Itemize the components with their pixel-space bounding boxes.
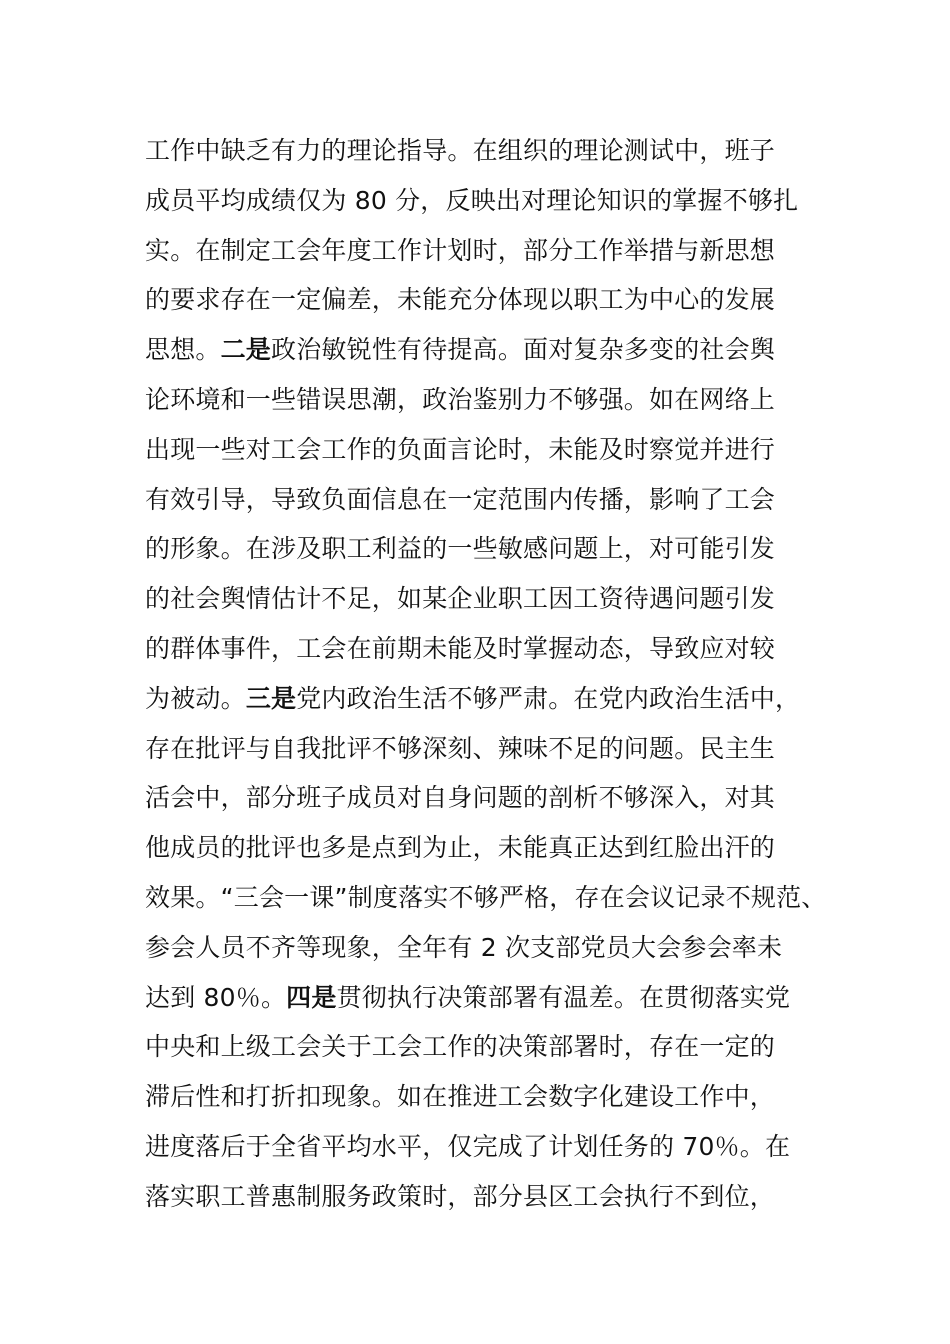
text-line [145, 375, 825, 425]
text-segment: 的要求存在一定偏差，未能充分体现以职工为中心的发展 [145, 285, 776, 315]
text-line [145, 275, 825, 325]
text-segment: 工作中缺乏有力的理论指导。在组织的理论测试中，班子 [145, 136, 776, 165]
text-line [145, 823, 825, 873]
text-segment: 为被动。 [145, 683, 246, 713]
text-segment: 出现一些对工会工作的负面言论时，未能及时察觉并进行 [145, 434, 776, 464]
text-line [145, 873, 825, 923]
text-segment: 有效引导，导致负面信息在一定范围内传播，影响了工会 [145, 484, 776, 514]
text-segment: 贯彻执行决策部署有温差。在贯彻落实党 [336, 982, 791, 1012]
text-line [145, 226, 825, 276]
bold-heading-marker: 三是 [245, 683, 297, 713]
text-line [145, 624, 825, 674]
text-segment: 滞后性和打折扣现象。如在推进工会数字化建设工作中， [145, 1082, 776, 1112]
text-line [145, 773, 825, 823]
bold-heading-marker: 四是 [286, 982, 337, 1012]
text-line [145, 973, 825, 1023]
text-segment: 论环境和一些错误思潮，政治鉴别力不够强。如在网络上 [145, 384, 776, 414]
text-line [145, 176, 825, 226]
body-text [145, 126, 825, 1222]
text-segment: 他成员的批评也多是点到为止，未能真正达到红脸出汗的 [145, 833, 776, 863]
text-segment: 达到 80％。 [145, 982, 287, 1012]
text-line [145, 923, 825, 973]
text-line [145, 1022, 825, 1072]
text-line [145, 724, 825, 774]
text-line [145, 524, 825, 574]
text-segment: 党内政治生活不够严肃。在党内政治生活中， [296, 683, 801, 713]
text-segment: 实。在制定工会年度工作计划时，部分工作举措与新思想 [145, 235, 776, 265]
text-segment: 进度落后于全省平均水平，仅完成了计划任务的 70％。在 [145, 1131, 791, 1161]
text-line [145, 126, 825, 176]
text-segment: 思想。 [145, 335, 221, 365]
text-segment: 政治敏锐性有待提高。面对复杂多变的社会舆 [271, 335, 776, 365]
bold-heading-marker: 二是 [220, 335, 272, 365]
text-line [145, 475, 825, 525]
text-line [145, 325, 825, 375]
text-line [145, 1072, 825, 1122]
text-line [145, 674, 825, 724]
text-segment: 活会中，部分班子成员对自身问题的剖析不够深入，对其 [145, 783, 776, 813]
text-line [145, 1172, 825, 1222]
text-segment: 的群体事件，工会在前期未能及时掌握动态，导致应对较 [145, 633, 776, 663]
text-segment: 的形象。在涉及职工利益的一些敏感问题上，对可能引发 [145, 534, 776, 564]
text-line [145, 574, 825, 624]
text-segment: 成员平均成绩仅为 80 分，反映出对理论知识的掌握不够扎 [145, 185, 799, 215]
text-segment: 参会人员不齐等现象，全年有 2 次支部党员大会参会率未 [145, 932, 783, 962]
text-segment: 存在批评与自我批评不够深刻、辣味不足的问题。民主生 [145, 733, 776, 763]
text-segment: 中央和上级工会关于工会工作的决策部署时，存在一定的 [145, 1032, 776, 1062]
text-segment: 效果。“三会一课”制度落实不够严格，存在会议记录不规范、 [145, 882, 827, 912]
text-segment: 落实职工普惠制服务政策时，部分县区工会执行不到位， [145, 1181, 776, 1211]
text-segment: 的社会舆情估计不足，如某企业职工因工资待遇问题引发 [145, 584, 776, 614]
text-line [145, 1122, 825, 1172]
text-line [145, 425, 825, 475]
